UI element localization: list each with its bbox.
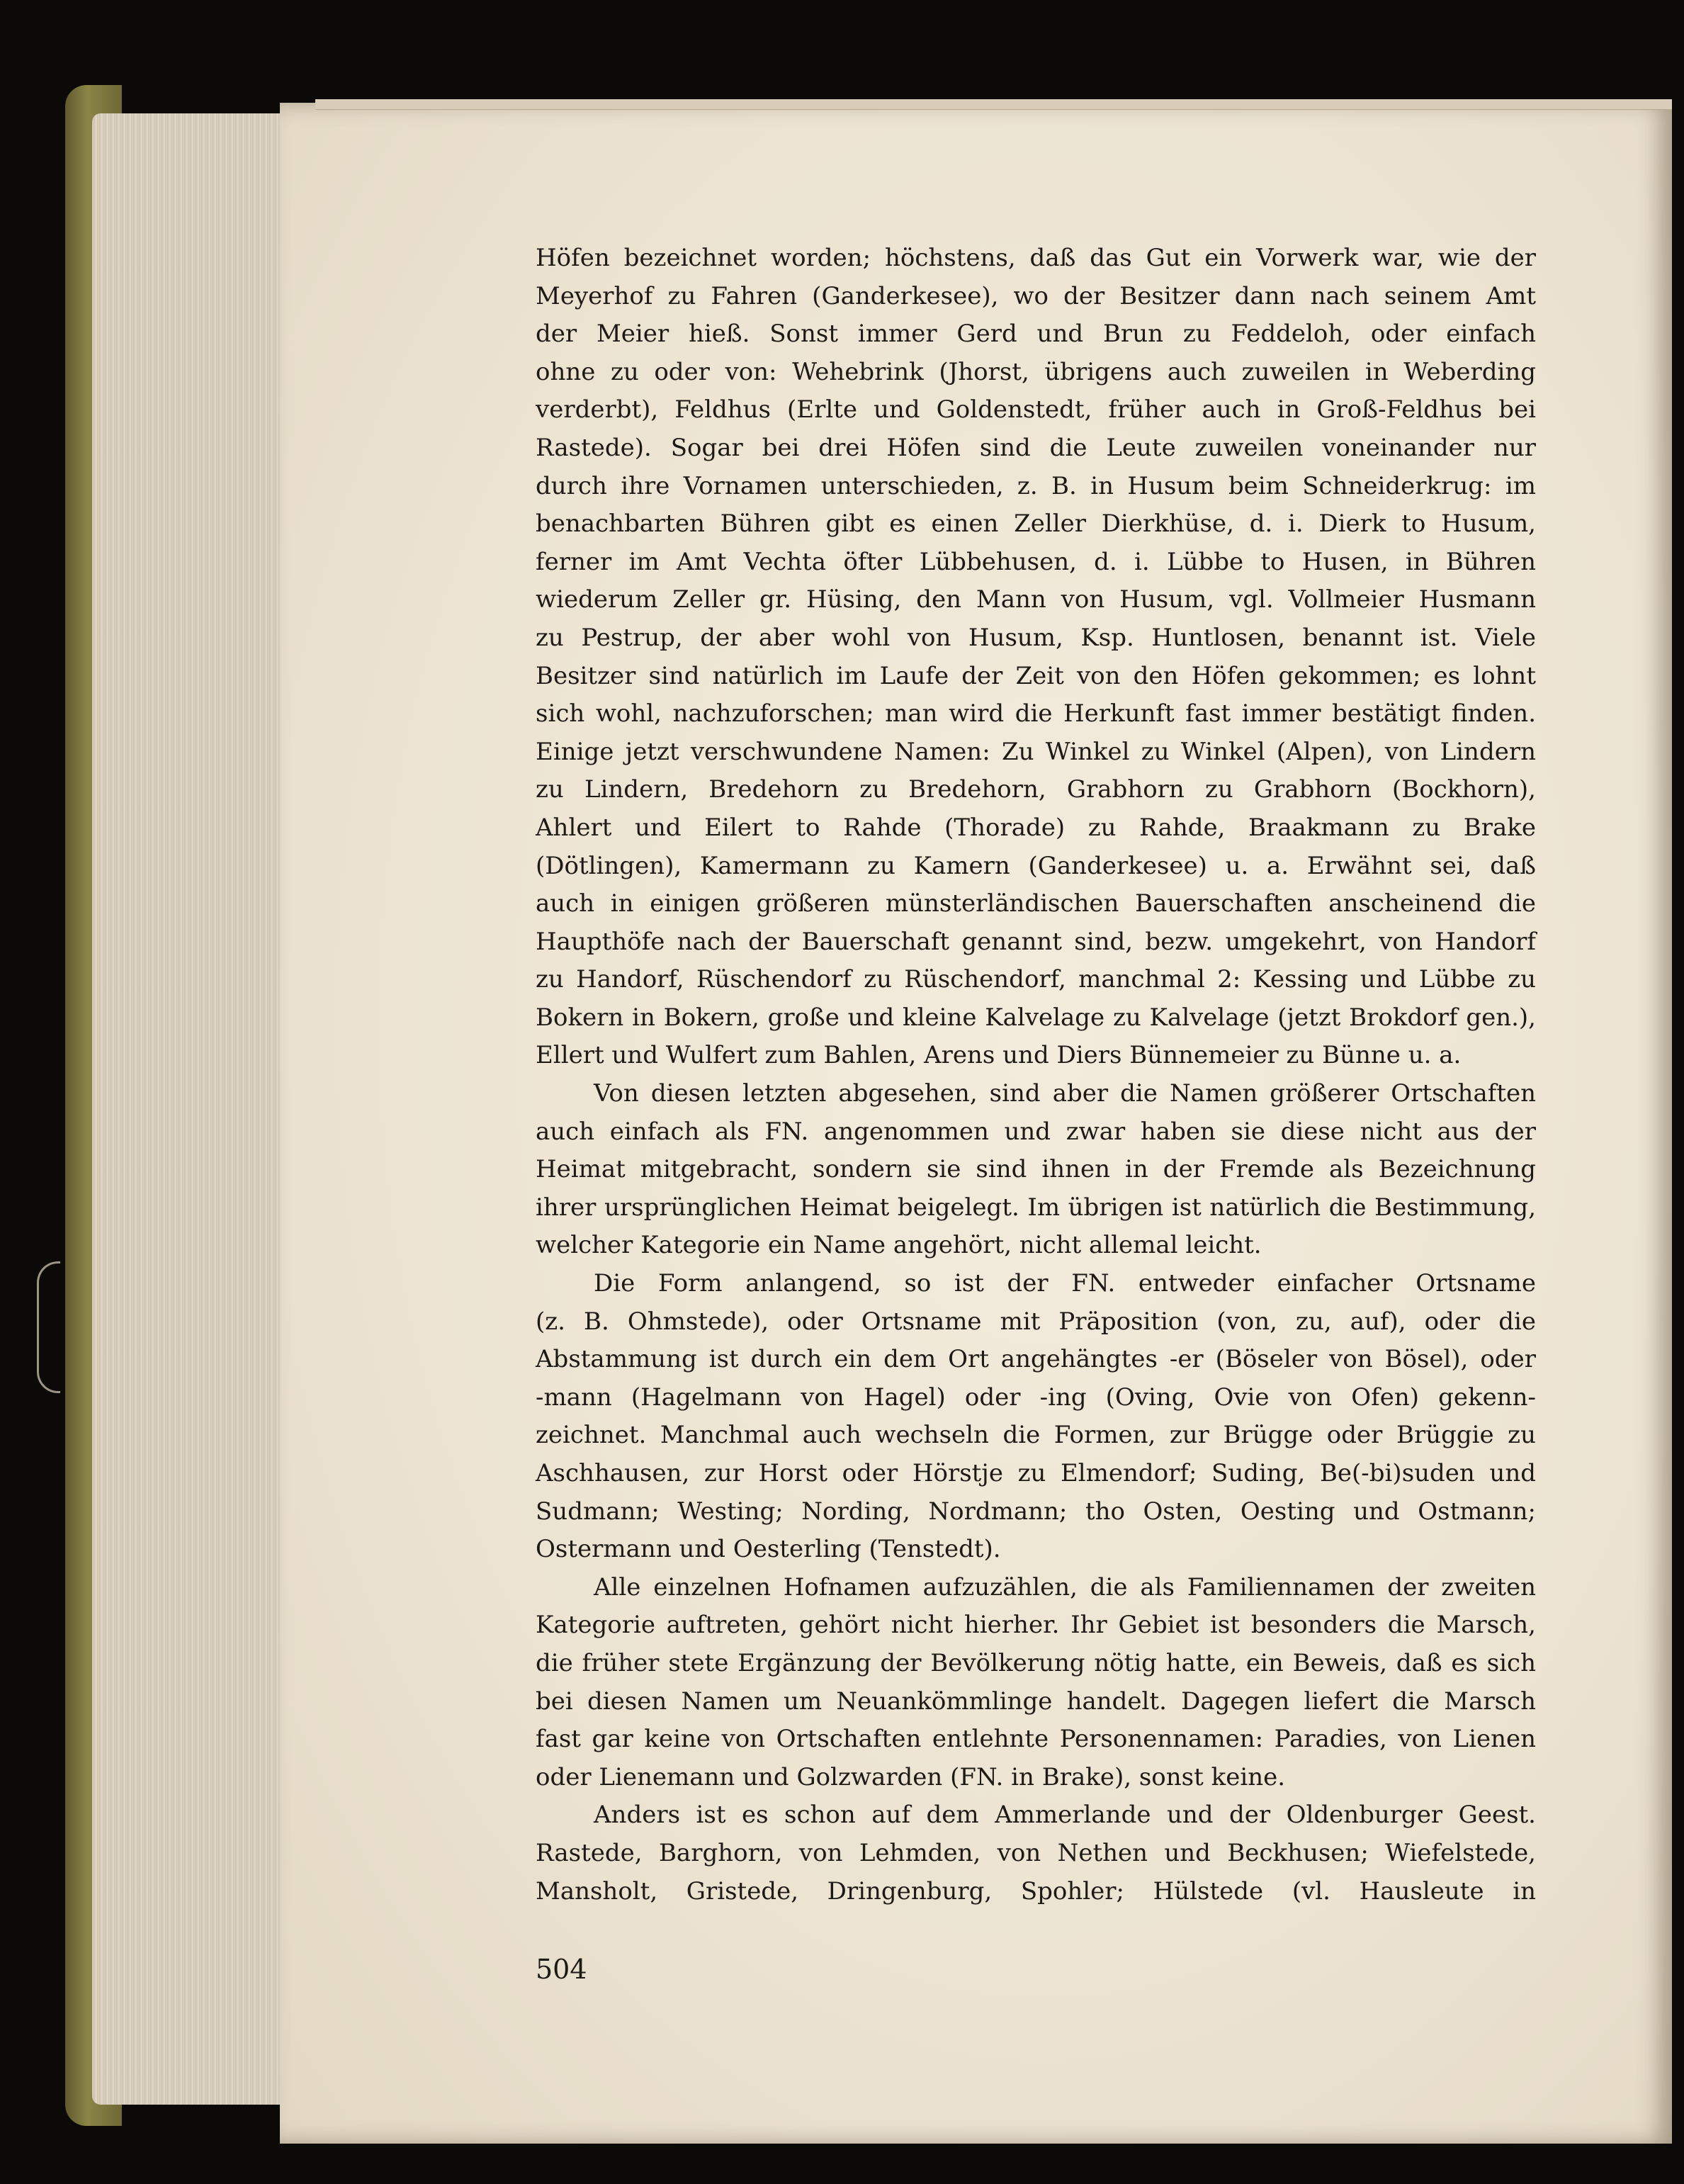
text-line: wiederum Zeller gr. Hüsing, den Mann von Husum, vgl. Vollmeier Husmann bbox=[536, 585, 1536, 614]
text-line: Ahlert und Eilert to Rahde (Thorade) zu Rahde, Braakmann zu Brake bbox=[536, 813, 1536, 842]
text-line: Aschhausen, zur Horst oder Hörstje zu Elmendorf; Suding, Be(-bi)suden und bbox=[536, 1459, 1536, 1487]
text-line: Abstammung ist durch ein dem Ort angehängtes -er (Böseler von Bösel), oder bbox=[536, 1345, 1536, 1374]
text-line: ohne zu oder von: Wehebrink (Jhorst, übrigens auch zuweilen in Weberding bbox=[536, 357, 1536, 386]
text-line: fast gar keine von Ortschaften entlehnte Personennamen: Paradies, von Lienen bbox=[536, 1725, 1536, 1754]
text-line: Sudmann; Westing; Nording, Nordmann; tho Osten, Oesting und Ostmann; bbox=[536, 1497, 1536, 1526]
text-line: benachbarten Bühren gibt es einen Zeller Dierkhüse, d. i. Dierk to Husum, bbox=[536, 510, 1536, 539]
text-line: auch in einigen größeren münsterländischen Bauerschaften anscheinend die bbox=[536, 889, 1536, 918]
text-line: Anders ist es schon auf dem Ammerlande und der Oldenburger Geest. bbox=[594, 1801, 1536, 1830]
text-line: Ellert und Wulfert zum Bahlen, Arens und Diers Bünnemeier zu Bünne u. a. bbox=[536, 1041, 1462, 1070]
text-line: zeichnet. Manchmal auch wechseln die Formen, zur Brügge oder Brüggie zu bbox=[536, 1421, 1536, 1450]
text-line: zu Handorf, Rüschendorf zu Rüschendorf, manchmal 2: Kessing und Lübbe zu bbox=[536, 965, 1536, 994]
body-text bbox=[536, 240, 1536, 1910]
page-number: 504 bbox=[536, 1954, 587, 1985]
text-line: Mansholt, Gristede, Dringenburg, Spohler; Hülstede (vl. Hausleute in bbox=[536, 1876, 1536, 1906]
text-line: zu Lindern, Bredehorn zu Bredehorn, Grabhorn zu Grabhorn (Bockhorn), bbox=[536, 775, 1536, 804]
text-line: Kategorie auftreten, gehört nicht hierher. Ihr Gebiet ist besonders die Marsch, bbox=[536, 1611, 1536, 1640]
text-line: die früher stete Ergänzung der Bevölkerung nötig hatte, ein Beweis, daß es sich bbox=[536, 1648, 1536, 1677]
text-line: Ostermann und Oesterling (Tenstedt). bbox=[536, 1535, 1001, 1564]
text-line: Haupthöfe nach der Bauerschaft genannt sind, bezw. umgekehrt, von Handorf bbox=[536, 927, 1536, 956]
binding-thread bbox=[37, 1261, 60, 1393]
text-line: (Dötlingen), Kamermann zu Kamern (Ganderkesee) u. a. Erwähnt sei, daß bbox=[536, 851, 1536, 880]
text-line: Rastede, Barghorn, von Lehmden, von Nethen und Beckhusen; Wiefelstede, bbox=[536, 1838, 1536, 1867]
text-line: Einige jetzt verschwundene Namen: Zu Winkel zu Winkel (Alpen), von Lindern bbox=[536, 737, 1536, 766]
text-line: Rastede). Sogar bei drei Höfen sind die Leute zuweilen voneinander nur bbox=[536, 433, 1536, 462]
text-line: welcher Kategorie ein Name angehört, nicht allemal leicht. bbox=[536, 1231, 1262, 1260]
text-line: der Meier hieß. Sonst immer Gerd und Brun zu Feddeloh, oder einfach bbox=[536, 320, 1536, 349]
text-line: sich wohl, nachzuforschen; man wird die Herkunft fast immer bestätigt finden. bbox=[536, 699, 1536, 728]
text-line: Höfen bezeichnet worden; höchstens, daß das Gut ein Vorwerk war, wie der bbox=[536, 244, 1536, 272]
text-line: oder Lienemann und Golzwarden (FN. in Brake), sonst keine. bbox=[536, 1762, 1286, 1791]
text-line: verderbt), Feldhus (Erlte und Goldenstedt, früher auch in Groß-Feldhus bei bbox=[536, 395, 1536, 424]
text-line: ferner im Amt Vechta öfter Lübbehusen, d. i. Lübbe to Husen, in Bühren bbox=[536, 547, 1536, 576]
page-top-edge bbox=[315, 99, 1672, 110]
text-line: -mann (Hagelmann von Hagel) oder -ing (Oving, Ovie von Ofen) gekenn- bbox=[536, 1383, 1536, 1412]
text-line: durch ihre Vornamen unterschieden, z. B. in Husum beim Schneiderkrug: im bbox=[536, 471, 1536, 500]
text-line: auch einfach als FN. angenommen und zwar haben sie diese nicht aus der bbox=[536, 1117, 1536, 1146]
text-line: ihrer ursprünglichen Heimat beigelegt. Im übrigen ist natürlich die Bestimmung, bbox=[536, 1193, 1536, 1222]
text-line: bei diesen Namen um Neuankömmlinge handelt. Dagegen liefert die Marsch bbox=[536, 1687, 1536, 1716]
text-line: Alle einzelnen Hofnamen aufzuzählen, die als Familiennamen der zweiten bbox=[594, 1572, 1536, 1602]
text-line: Besitzer sind natürlich im Laufe der Zeit von den Höfen gekommen; es lohnt bbox=[536, 661, 1536, 690]
text-line: Die Form anlangend, so ist der FN. entweder einfacher Ortsname bbox=[594, 1269, 1536, 1298]
text-line: Heimat mitgebracht, sondern sie sind ihnen in der Fremde als Bezeichnung bbox=[536, 1155, 1536, 1184]
text-line: (z. B. Ohmstede), oder Ortsname mit Präposition (von, zu, auf), oder die bbox=[536, 1307, 1536, 1336]
text-line: Von diesen letzten abgesehen, sind aber die Namen größerer Ortschaften bbox=[594, 1079, 1536, 1108]
text-line: Bokern in Bokern, große und kleine Kalvelage zu Kalvelage (jetzt Brokdorf gen.), bbox=[536, 1003, 1536, 1032]
text-line: Meyerhof zu Fahren (Ganderkesee), wo der Besitzer dann nach seinem Amt bbox=[536, 281, 1536, 310]
page-stack bbox=[92, 113, 305, 2105]
text-line: zu Pestrup, der aber wohl von Husum, Ksp. Huntlosen, benannt ist. Viele bbox=[536, 623, 1536, 652]
